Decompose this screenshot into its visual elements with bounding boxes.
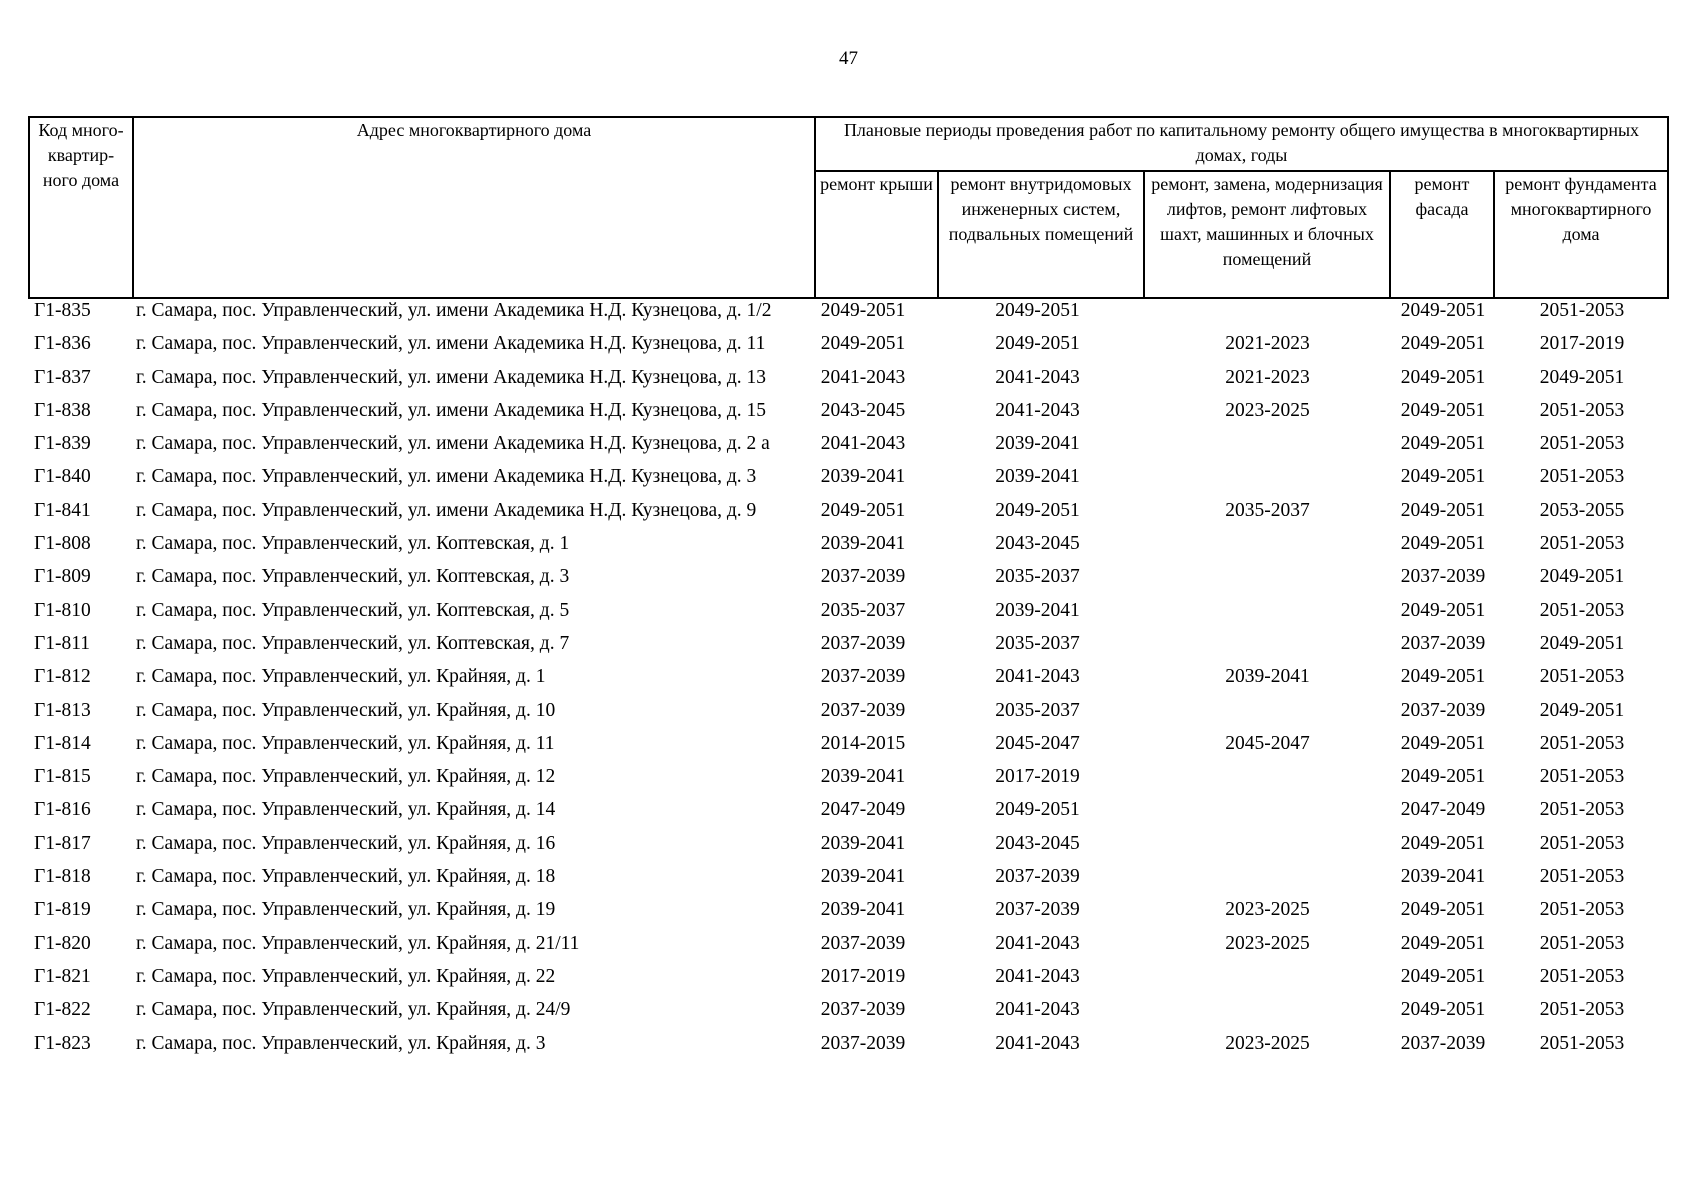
- table-row: [28, 832, 1667, 865]
- table-row: [28, 599, 1667, 632]
- cell-engineering: 2039-2041: [995, 599, 1080, 621]
- table-row: [28, 299, 1667, 332]
- table-row: [28, 898, 1667, 931]
- cell-engineering: 2043-2045: [995, 533, 1080, 555]
- cell-foundation: 2049-2051: [1539, 366, 1625, 388]
- header-engineering: ремонт внутридомовых инженерных систем, подвальных помещений: [938, 171, 1144, 298]
- cell-code: Г1-822: [34, 999, 91, 1021]
- cell-code: Г1-816: [34, 799, 91, 821]
- cell-address: г. Самара, пос. Управленческий, ул. Крайняя, д. 14: [136, 799, 556, 821]
- table-row: [28, 865, 1667, 898]
- cell-address: г. Самара, пос. Управленческий, ул. Коптевская, д. 1: [136, 533, 570, 555]
- cell-address: г. Самара, пос. Управленческий, ул. Коптевская, д. 5: [136, 599, 570, 621]
- cell-code: Г1-808: [34, 533, 91, 555]
- header-periods-group: Плановые периоды проведения работ по капитальному ремонту общего имущества в многоквартирных домах, годы: [815, 117, 1668, 171]
- cell-foundation: 2051-2053: [1539, 932, 1625, 954]
- cell-facade: 2039-2041: [1400, 866, 1486, 888]
- cell-foundation: 2051-2053: [1539, 832, 1625, 854]
- cell-address: г. Самара, пос. Управленческий, ул. Крайняя, д. 12: [136, 766, 556, 788]
- cell-foundation: 2049-2051: [1539, 566, 1625, 588]
- cell-address: г. Самара, пос. Управленческий, ул. имени Академика Н.Д. Кузнецова, д. 11: [136, 333, 766, 355]
- cell-lift: 2023-2025: [1225, 899, 1310, 921]
- cell-foundation: 2053-2055: [1539, 499, 1625, 521]
- cell-code: Г1-838: [34, 399, 91, 421]
- cell-foundation: 2051-2053: [1539, 965, 1625, 987]
- table-row: [28, 932, 1667, 965]
- cell-code: Г1-821: [34, 965, 91, 987]
- table-row: [28, 998, 1667, 1031]
- cell-foundation: 2051-2053: [1539, 666, 1625, 688]
- cell-code: Г1-813: [34, 699, 91, 721]
- header-roof: ремонт крыши: [815, 171, 938, 298]
- cell-roof: 2035-2037: [820, 599, 906, 621]
- table-row: [28, 765, 1667, 798]
- cell-address: г. Самара, пос. Управленческий, ул. имени Академика Н.Д. Кузнецова, д. 2 а: [136, 433, 770, 455]
- cell-facade: 2049-2051: [1400, 899, 1486, 921]
- cell-roof: 2037-2039: [820, 932, 906, 954]
- cell-engineering: 2041-2043: [995, 399, 1080, 421]
- cell-address: г. Самара, пос. Управленческий, ул. Крайняя, д. 3: [136, 1032, 546, 1054]
- cell-engineering: 2041-2043: [995, 999, 1080, 1021]
- cell-engineering: 2039-2041: [995, 466, 1080, 488]
- cell-engineering: 2049-2051: [995, 300, 1080, 321]
- cell-facade: 2049-2051: [1400, 433, 1486, 455]
- cell-engineering: 2041-2043: [995, 666, 1080, 688]
- cell-code: Г1-809: [34, 566, 91, 588]
- cell-foundation: 2051-2053: [1539, 599, 1625, 621]
- cell-code: Г1-839: [34, 433, 91, 455]
- cell-engineering: 2049-2051: [995, 499, 1080, 521]
- cell-facade: 2049-2051: [1400, 533, 1486, 555]
- table-row: [28, 432, 1667, 465]
- cell-engineering: 2017-2019: [995, 766, 1080, 788]
- cell-facade: 2049-2051: [1400, 499, 1486, 521]
- cell-address: г. Самара, пос. Управленческий, ул. Крайняя, д. 11: [136, 732, 555, 754]
- cell-foundation: 2051-2053: [1539, 300, 1625, 321]
- cell-facade: 2047-2049: [1400, 799, 1486, 821]
- cell-roof: 2047-2049: [820, 799, 906, 821]
- cell-foundation: 2051-2053: [1539, 433, 1625, 455]
- cell-address: г. Самара, пос. Управленческий, ул. имени Академика Н.Д. Кузнецова, д. 15: [136, 399, 767, 421]
- cell-foundation: 2051-2053: [1539, 899, 1625, 921]
- cell-foundation: 2051-2053: [1539, 732, 1625, 754]
- cell-code: Г1-814: [34, 732, 91, 754]
- cell-foundation: 2051-2053: [1539, 866, 1625, 888]
- cell-foundation: 2049-2051: [1539, 699, 1625, 721]
- cell-engineering: 2041-2043: [995, 932, 1080, 954]
- cell-code: Г1-817: [34, 832, 91, 854]
- cell-facade: 2049-2051: [1400, 366, 1486, 388]
- cell-foundation: 2051-2053: [1539, 533, 1625, 555]
- table-body: [28, 299, 1667, 1065]
- table-row: [28, 499, 1667, 532]
- cell-facade: 2037-2039: [1400, 699, 1486, 721]
- cell-code: Г1-840: [34, 466, 91, 488]
- cell-address: г. Самара, пос. Управленческий, ул. Крайняя, д. 10: [136, 699, 556, 721]
- cell-facade: 2049-2051: [1400, 932, 1486, 954]
- cell-address: г. Самара, пос. Управленческий, ул. имени Академика Н.Д. Кузнецова, д. 9: [136, 499, 757, 521]
- cell-engineering: 2043-2045: [995, 832, 1080, 854]
- table-row: [28, 965, 1667, 998]
- cell-code: Г1-836: [34, 333, 91, 355]
- page-number: 47: [839, 48, 858, 69]
- cell-engineering: 2041-2043: [995, 1032, 1080, 1054]
- cell-facade: 2049-2051: [1400, 766, 1486, 788]
- cell-roof: 2039-2041: [820, 766, 906, 788]
- table-row: [28, 332, 1667, 365]
- cell-roof: 2039-2041: [820, 533, 906, 555]
- cell-facade: 2049-2051: [1400, 466, 1486, 488]
- header-lift: ремонт, замена, модернизация лифтов, ремонт лифтовых шахт, машинных и блочных помещений: [1144, 171, 1390, 298]
- table-row: [28, 699, 1667, 732]
- cell-roof: 2039-2041: [820, 866, 906, 888]
- header-facade: ремонт фасада: [1390, 171, 1494, 298]
- cell-code: Г1-815: [34, 766, 91, 788]
- table-row: [28, 366, 1667, 399]
- cell-facade: 2037-2039: [1400, 632, 1486, 654]
- table-row: [28, 399, 1667, 432]
- cell-roof: 2014-2015: [820, 732, 906, 754]
- cell-lift: 2039-2041: [1225, 666, 1310, 688]
- cell-roof: 2041-2043: [820, 433, 906, 455]
- cell-facade: 2049-2051: [1400, 965, 1486, 987]
- cell-facade: 2037-2039: [1400, 566, 1486, 588]
- cell-facade: 2037-2039: [1400, 1032, 1486, 1054]
- cell-code: Г1-823: [34, 1032, 91, 1054]
- cell-foundation: 2051-2053: [1539, 999, 1625, 1021]
- table-row: [28, 632, 1667, 665]
- table-row: [28, 565, 1667, 598]
- cell-foundation: 2051-2053: [1539, 1032, 1625, 1054]
- table-row: [28, 465, 1667, 498]
- cell-roof: 2039-2041: [820, 832, 906, 854]
- cell-address: г. Самара, пос. Управленческий, ул. имени Академика Н.Д. Кузнецова, д. 13: [136, 366, 767, 388]
- cell-address: г. Самара, пос. Управленческий, ул. Коптевская, д. 3: [136, 566, 570, 588]
- cell-facade: 2049-2051: [1400, 666, 1486, 688]
- cell-code: Г1-819: [34, 899, 91, 921]
- cell-lift: 2035-2037: [1225, 499, 1310, 521]
- table-row: [28, 665, 1667, 698]
- cell-address: г. Самара, пос. Управленческий, ул. Крайняя, д. 18: [136, 866, 556, 888]
- cell-address: г. Самара, пос. Управленческий, ул. Крайняя, д. 22: [136, 965, 556, 987]
- cell-engineering: 2039-2041: [995, 433, 1080, 455]
- table-header: [28, 116, 1669, 299]
- cell-roof: 2037-2039: [820, 666, 906, 688]
- cell-engineering: 2041-2043: [995, 965, 1080, 987]
- header-code: Код много-квартир-ного дома: [29, 117, 133, 298]
- cell-foundation: 2017-2019: [1539, 333, 1625, 355]
- cell-code: Г1-841: [34, 499, 91, 521]
- cell-code: Г1-818: [34, 866, 91, 888]
- cell-roof: 2037-2039: [820, 566, 906, 588]
- cell-engineering: 2035-2037: [995, 632, 1080, 654]
- cell-address: г. Самара, пос. Управленческий, ул. Крайняя, д. 21/11: [136, 932, 580, 954]
- cell-facade: 2049-2051: [1400, 999, 1486, 1021]
- cell-facade: 2049-2051: [1400, 599, 1486, 621]
- cell-code: Г1-820: [34, 932, 91, 954]
- cell-address: г. Самара, пос. Управленческий, ул. имени Академика Н.Д. Кузнецова, д. 3: [136, 466, 757, 488]
- cell-roof: 2049-2051: [820, 499, 906, 521]
- cell-lift: 2021-2023: [1225, 366, 1310, 388]
- cell-facade: 2049-2051: [1400, 333, 1486, 355]
- cell-lift: 2045-2047: [1225, 732, 1310, 754]
- cell-facade: 2049-2051: [1400, 832, 1486, 854]
- header-address: Адрес многоквартирного дома: [133, 117, 815, 298]
- cell-foundation: 2051-2053: [1539, 799, 1625, 821]
- cell-code: Г1-810: [34, 599, 91, 621]
- cell-roof: 2041-2043: [820, 366, 906, 388]
- cell-engineering: 2035-2037: [995, 566, 1080, 588]
- cell-code: Г1-837: [34, 366, 91, 388]
- table-row: [28, 532, 1667, 565]
- cell-facade: 2049-2051: [1400, 732, 1486, 754]
- cell-roof: 2039-2041: [820, 899, 906, 921]
- cell-address: г. Самара, пос. Управленческий, ул. Крайняя, д. 16: [136, 832, 556, 854]
- cell-engineering: 2045-2047: [995, 732, 1080, 754]
- cell-address: г. Самара, пос. Управленческий, ул. Крайняя, д. 1: [136, 666, 546, 688]
- cell-address: г. Самара, пос. Управленческий, ул. имени Академика Н.Д. Кузнецова, д. 1/2: [136, 300, 772, 321]
- header-foundation: ремонт фундамента многоквартирного дома: [1494, 171, 1668, 298]
- cell-foundation: 2051-2053: [1539, 399, 1625, 421]
- cell-engineering: 2041-2043: [995, 366, 1080, 388]
- cell-lift: 2021-2023: [1225, 333, 1310, 355]
- cell-lift: 2023-2025: [1225, 932, 1310, 954]
- cell-roof: 2037-2039: [820, 632, 906, 654]
- cell-roof: 2037-2039: [820, 699, 906, 721]
- cell-roof: 2049-2051: [820, 300, 906, 321]
- cell-foundation: 2049-2051: [1539, 632, 1625, 654]
- cell-code: Г1-812: [34, 666, 91, 688]
- cell-facade: 2049-2051: [1400, 399, 1486, 421]
- cell-roof: 2037-2039: [820, 999, 906, 1021]
- table-row: [28, 798, 1667, 831]
- table-row: [28, 732, 1667, 765]
- cell-roof: 2039-2041: [820, 466, 906, 488]
- cell-code: Г1-835: [34, 300, 91, 321]
- cell-code: Г1-811: [34, 632, 91, 654]
- cell-engineering: 2049-2051: [995, 799, 1080, 821]
- cell-lift: 2023-2025: [1225, 399, 1310, 421]
- cell-engineering: 2037-2039: [995, 899, 1080, 921]
- cell-engineering: 2037-2039: [995, 866, 1080, 888]
- cell-roof: 2043-2045: [820, 399, 906, 421]
- cell-address: г. Самара, пос. Управленческий, ул. Крайняя, д. 24/9: [136, 999, 571, 1021]
- cell-foundation: 2051-2053: [1539, 466, 1625, 488]
- cell-roof: 2037-2039: [820, 1032, 906, 1054]
- cell-facade: 2049-2051: [1400, 300, 1486, 321]
- table-row: [28, 1032, 1667, 1065]
- cell-foundation: 2051-2053: [1539, 766, 1625, 788]
- cell-address: г. Самара, пос. Управленческий, ул. Крайняя, д. 19: [136, 899, 556, 921]
- cell-roof: 2017-2019: [820, 965, 906, 987]
- cell-lift: 2023-2025: [1225, 1032, 1310, 1054]
- cell-roof: 2049-2051: [820, 333, 906, 355]
- cell-engineering: 2049-2051: [995, 333, 1080, 355]
- cell-engineering: 2035-2037: [995, 699, 1080, 721]
- cell-address: г. Самара, пос. Управленческий, ул. Коптевская, д. 7: [136, 632, 570, 654]
